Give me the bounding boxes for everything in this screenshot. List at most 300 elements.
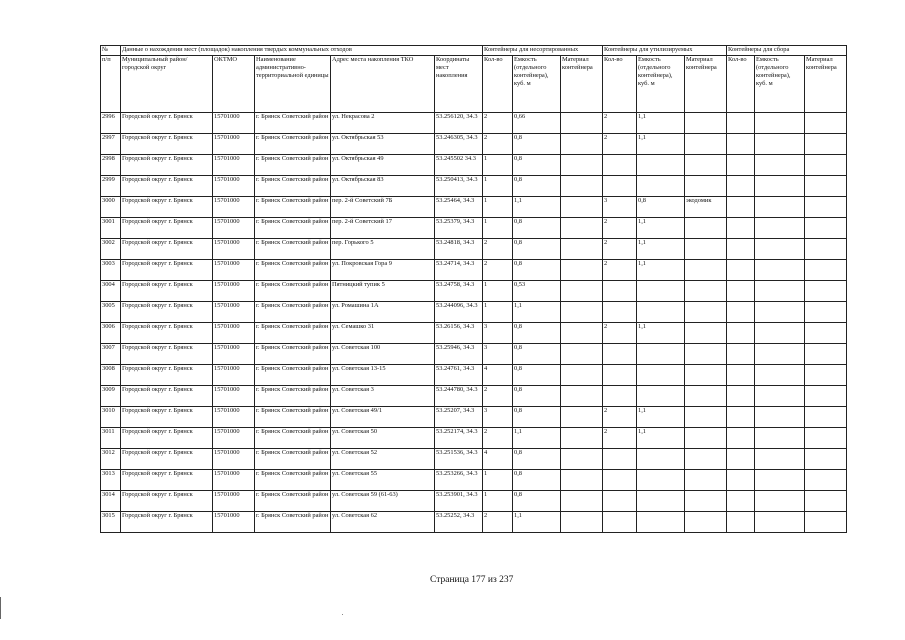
cell-a-material	[561, 218, 603, 239]
cell-b-count	[727, 428, 755, 449]
cell-r-material: экодомик	[685, 197, 727, 218]
cell-b-capacity	[755, 239, 805, 260]
cell-municipality: Городской округ г. Брянск	[121, 197, 213, 218]
cell-admin: г. Брянск Советский район	[255, 491, 331, 512]
cell-num: 3008	[101, 365, 121, 386]
cell-a-material	[561, 365, 603, 386]
table-row	[101, 176, 847, 197]
cell-municipality: Городской округ г. Брянск	[121, 407, 213, 428]
cell-b-count	[727, 281, 755, 302]
scan-dot	[342, 614, 343, 615]
cell-b-capacity	[755, 197, 805, 218]
cell-b-material	[805, 218, 847, 239]
cell-municipality: Городской округ г. Брянск	[121, 386, 213, 407]
cell-b-material	[805, 491, 847, 512]
cell-b-count	[727, 239, 755, 260]
cell-a-capacity: 0,8	[513, 449, 561, 470]
cell-oktmo: 15701000	[213, 134, 255, 155]
cell-municipality: Городской округ г. Брянск	[121, 218, 213, 239]
cell-a-count: 4	[483, 449, 513, 470]
cell-address: ул. Советская 55	[331, 470, 435, 491]
cell-a-material	[561, 302, 603, 323]
cell-a-material	[561, 470, 603, 491]
cell-r-material	[685, 386, 727, 407]
cell-municipality: Городской округ г. Брянск	[121, 428, 213, 449]
cell-a-count: 1	[483, 281, 513, 302]
header-bulky-containers: Контейнеры для сбора	[727, 46, 847, 56]
cell-b-count	[727, 365, 755, 386]
cell-address: ул. Октябрьская 49	[331, 155, 435, 176]
cell-b-capacity	[755, 365, 805, 386]
cell-admin: г. Брянск Советский район	[255, 344, 331, 365]
cell-a-material	[561, 197, 603, 218]
cell-r-material	[685, 113, 727, 134]
cell-coords: 53.25946, 34.3	[435, 344, 483, 365]
cell-b-capacity	[755, 491, 805, 512]
cell-a-material	[561, 176, 603, 197]
cell-r-material	[685, 449, 727, 470]
table-row	[101, 323, 847, 344]
cell-num: 3002	[101, 239, 121, 260]
cell-r-count	[603, 281, 637, 302]
cell-r-count	[603, 302, 637, 323]
cell-a-capacity: 0,8	[513, 386, 561, 407]
header-b-material: Материал контейнера	[805, 56, 847, 113]
cell-r-material	[685, 428, 727, 449]
cell-admin: г. Брянск Советский район	[255, 176, 331, 197]
cell-address: Пятницкий тупик 5	[331, 281, 435, 302]
cell-municipality: Городской округ г. Брянск	[121, 365, 213, 386]
cell-address: ул. Советская 59 (61-63)	[331, 491, 435, 512]
table-row	[101, 155, 847, 176]
cell-a-count: 1	[483, 218, 513, 239]
table-row	[101, 218, 847, 239]
cell-admin: г. Брянск Советский район	[255, 113, 331, 134]
page-number: Страница 177 из 237	[430, 575, 514, 585]
cell-num: 3000	[101, 197, 121, 218]
cell-b-material	[805, 302, 847, 323]
cell-oktmo: 15701000	[213, 113, 255, 134]
cell-r-count	[603, 155, 637, 176]
cell-coords: 53.251536, 34.3	[435, 449, 483, 470]
cell-address: ул. Советская 49/1	[331, 407, 435, 428]
cell-b-material	[805, 344, 847, 365]
cell-coords: 53.244780, 34.3	[435, 386, 483, 407]
cell-address: пер. 2-й Советский 17	[331, 218, 435, 239]
table-row	[101, 302, 847, 323]
cell-coords: 53.250413, 34.3	[435, 176, 483, 197]
header-a-material: Материал контейнера	[561, 56, 603, 113]
cell-coords: 53.24758, 34.3	[435, 281, 483, 302]
header-address: Адрес места накопления ТКО	[331, 56, 435, 113]
cell-r-capacity	[637, 386, 685, 407]
cell-r-capacity: 1,1	[637, 239, 685, 260]
cell-a-material	[561, 323, 603, 344]
cell-a-capacity: 0,8	[513, 155, 561, 176]
cell-a-material	[561, 428, 603, 449]
cell-admin: г. Брянск Советский район	[255, 323, 331, 344]
cell-admin: г. Брянск Советский район	[255, 365, 331, 386]
header-municipality: Муниципальный район/городской округ	[121, 56, 213, 113]
cell-address: ул. Советская 100	[331, 344, 435, 365]
cell-num: 3009	[101, 386, 121, 407]
cell-a-count: 2	[483, 260, 513, 281]
cell-b-count	[727, 407, 755, 428]
cell-oktmo: 15701000	[213, 428, 255, 449]
cell-num: 3005	[101, 302, 121, 323]
register-sheet	[100, 45, 847, 533]
cell-address: пер. Горького 5	[331, 239, 435, 260]
cell-admin: г. Брянск Советский район	[255, 197, 331, 218]
cell-r-count	[603, 449, 637, 470]
cell-num: 2999	[101, 176, 121, 197]
cell-a-count: 1	[483, 176, 513, 197]
header-site-data: Данные о нахождении мест (площадок) накопления твердых коммунальных отходов	[121, 46, 483, 56]
cell-oktmo: 15701000	[213, 281, 255, 302]
cell-municipality: Городской округ г. Брянск	[121, 302, 213, 323]
cell-a-count: 2	[483, 134, 513, 155]
cell-municipality: Городской округ г. Брянск	[121, 176, 213, 197]
cell-r-capacity	[637, 281, 685, 302]
cell-a-material	[561, 134, 603, 155]
cell-b-count	[727, 176, 755, 197]
cell-a-count: 2	[483, 512, 513, 533]
table-body	[101, 113, 847, 533]
cell-a-material	[561, 407, 603, 428]
cell-b-material	[805, 407, 847, 428]
cell-r-material	[685, 218, 727, 239]
cell-admin: г. Брянск Советский район	[255, 134, 331, 155]
cell-num: 3010	[101, 407, 121, 428]
cell-b-count	[727, 491, 755, 512]
cell-r-count	[603, 386, 637, 407]
cell-a-capacity: 0,8	[513, 260, 561, 281]
cell-address: ул. Семашко 31	[331, 323, 435, 344]
header-recycled-containers: Контейнеры для утилизируемых	[603, 46, 727, 56]
cell-r-capacity: 1,1	[637, 218, 685, 239]
cell-oktmo: 15701000	[213, 491, 255, 512]
cell-a-capacity: 0,8	[513, 134, 561, 155]
cell-b-material	[805, 155, 847, 176]
cell-municipality: Городской округ г. Брянск	[121, 281, 213, 302]
cell-coords: 53.25252, 34.3	[435, 512, 483, 533]
cell-b-material	[805, 386, 847, 407]
cell-admin: г. Брянск Советский район	[255, 449, 331, 470]
cell-municipality: Городской округ г. Брянск	[121, 470, 213, 491]
cell-r-material	[685, 470, 727, 491]
cell-r-capacity: 0,8	[637, 197, 685, 218]
cell-b-material	[805, 365, 847, 386]
cell-r-count	[603, 491, 637, 512]
cell-oktmo: 15701000	[213, 218, 255, 239]
cell-coords: 53.24714, 34.3	[435, 260, 483, 281]
cell-b-material	[805, 449, 847, 470]
cell-coords: 53.256120, 34.3	[435, 113, 483, 134]
cell-r-count	[603, 365, 637, 386]
cell-r-capacity	[637, 344, 685, 365]
cell-r-capacity	[637, 470, 685, 491]
waste-sites-table	[100, 45, 847, 533]
cell-num: 3001	[101, 218, 121, 239]
cell-b-material	[805, 260, 847, 281]
cell-a-count: 1	[483, 302, 513, 323]
cell-b-capacity	[755, 323, 805, 344]
cell-admin: г. Брянск Советский район	[255, 260, 331, 281]
table-row	[101, 113, 847, 134]
cell-a-capacity: 0,8	[513, 218, 561, 239]
cell-b-material	[805, 176, 847, 197]
cell-r-count: 2	[603, 239, 637, 260]
cell-coords: 53.24818, 34.3	[435, 239, 483, 260]
cell-municipality: Городской округ г. Брянск	[121, 113, 213, 134]
cell-municipality: Городской округ г. Брянск	[121, 512, 213, 533]
cell-b-count	[727, 302, 755, 323]
cell-a-capacity: 0,8	[513, 365, 561, 386]
cell-oktmo: 15701000	[213, 407, 255, 428]
cell-num: 3013	[101, 470, 121, 491]
header-num: №	[101, 46, 121, 56]
cell-a-count: 3	[483, 323, 513, 344]
cell-b-material	[805, 113, 847, 134]
cell-admin: г. Брянск Советский район	[255, 512, 331, 533]
cell-oktmo: 15701000	[213, 449, 255, 470]
cell-a-count: 1	[483, 155, 513, 176]
cell-r-material	[685, 176, 727, 197]
header-r-material: Материал контейнера	[685, 56, 727, 113]
cell-b-capacity	[755, 218, 805, 239]
cell-a-material	[561, 386, 603, 407]
header-r-capacity: Емкость (отдельного контейнера), куб. м	[637, 56, 685, 113]
cell-r-capacity: 1,1	[637, 323, 685, 344]
cell-municipality: Городской округ г. Брянск	[121, 155, 213, 176]
cell-num: 2997	[101, 134, 121, 155]
cell-coords: 53.25207, 34.3	[435, 407, 483, 428]
cell-num: 3004	[101, 281, 121, 302]
cell-admin: г. Брянск Советский район	[255, 239, 331, 260]
cell-municipality: Городской округ г. Брянск	[121, 449, 213, 470]
header-r-count: Кол-во	[603, 56, 637, 113]
header-num-sub: п/п	[101, 56, 121, 113]
cell-b-material	[805, 470, 847, 491]
cell-a-capacity: 0,8	[513, 344, 561, 365]
cell-b-material	[805, 239, 847, 260]
cell-oktmo: 15701000	[213, 302, 255, 323]
cell-a-capacity: 1,1	[513, 197, 561, 218]
cell-b-material	[805, 323, 847, 344]
cell-r-capacity	[637, 365, 685, 386]
cell-a-count: 3	[483, 407, 513, 428]
cell-num: 3012	[101, 449, 121, 470]
cell-a-capacity: 0,53	[513, 281, 561, 302]
cell-r-capacity	[637, 449, 685, 470]
table-row	[101, 386, 847, 407]
cell-admin: г. Брянск Советский район	[255, 428, 331, 449]
table-row	[101, 197, 847, 218]
cell-num: 3015	[101, 512, 121, 533]
cell-r-capacity: 1,1	[637, 134, 685, 155]
cell-municipality: Городской округ г. Брянск	[121, 260, 213, 281]
cell-oktmo: 15701000	[213, 176, 255, 197]
cell-b-capacity	[755, 512, 805, 533]
cell-b-capacity	[755, 176, 805, 197]
cell-r-material	[685, 407, 727, 428]
cell-b-count	[727, 134, 755, 155]
cell-r-material	[685, 155, 727, 176]
cell-address: ул. Советская 3	[331, 386, 435, 407]
cell-b-count	[727, 323, 755, 344]
cell-address: ул. Октябрьская 83	[331, 176, 435, 197]
table-row	[101, 407, 847, 428]
cell-a-count: 3	[483, 344, 513, 365]
cell-r-material	[685, 281, 727, 302]
cell-r-count: 2	[603, 260, 637, 281]
cell-address: ул. Октябрьская 53	[331, 134, 435, 155]
cell-municipality: Городской округ г. Брянск	[121, 491, 213, 512]
table-row	[101, 239, 847, 260]
cell-oktmo: 15701000	[213, 512, 255, 533]
cell-r-count: 2	[603, 113, 637, 134]
cell-municipality: Городской округ г. Брянск	[121, 134, 213, 155]
cell-r-capacity	[637, 176, 685, 197]
cell-b-capacity	[755, 386, 805, 407]
cell-r-count: 2	[603, 407, 637, 428]
cell-municipality: Городской округ г. Брянск	[121, 344, 213, 365]
cell-b-capacity	[755, 470, 805, 491]
cell-b-count	[727, 260, 755, 281]
header-coords: Координаты мест накопления	[435, 56, 483, 113]
cell-coords: 53.246305, 34.3	[435, 134, 483, 155]
cell-oktmo: 15701000	[213, 344, 255, 365]
cell-a-count: 1	[483, 470, 513, 491]
cell-a-material	[561, 344, 603, 365]
cell-r-material	[685, 365, 727, 386]
cell-b-capacity	[755, 407, 805, 428]
cell-r-count: 2	[603, 323, 637, 344]
cell-r-material	[685, 323, 727, 344]
cell-oktmo: 15701000	[213, 197, 255, 218]
scan-edge-mark	[0, 597, 1, 619]
cell-b-count	[727, 470, 755, 491]
cell-coords: 53.25379, 34.3	[435, 218, 483, 239]
table-row	[101, 491, 847, 512]
cell-b-capacity	[755, 302, 805, 323]
header-row-top	[101, 46, 847, 56]
cell-b-material	[805, 197, 847, 218]
cell-num: 2998	[101, 155, 121, 176]
cell-a-capacity: 0,8	[513, 176, 561, 197]
cell-r-capacity: 1,1	[637, 407, 685, 428]
cell-a-count: 1	[483, 197, 513, 218]
cell-a-count: 2	[483, 386, 513, 407]
cell-num: 3011	[101, 428, 121, 449]
cell-num: 3006	[101, 323, 121, 344]
cell-a-material	[561, 239, 603, 260]
cell-a-material	[561, 113, 603, 134]
cell-a-material	[561, 260, 603, 281]
cell-num: 3014	[101, 491, 121, 512]
cell-coords: 53.26156, 34.3	[435, 323, 483, 344]
cell-r-material	[685, 512, 727, 533]
cell-r-count	[603, 176, 637, 197]
cell-address: ул. Ромашина 1А	[331, 302, 435, 323]
cell-oktmo: 15701000	[213, 470, 255, 491]
table-row	[101, 512, 847, 533]
cell-coords: 53.245502 34.3	[435, 155, 483, 176]
cell-num: 3007	[101, 344, 121, 365]
cell-a-capacity: 0,8	[513, 323, 561, 344]
cell-b-capacity	[755, 134, 805, 155]
cell-b-material	[805, 134, 847, 155]
cell-r-capacity	[637, 302, 685, 323]
cell-address: ул. Некрасова 2	[331, 113, 435, 134]
cell-a-count: 2	[483, 428, 513, 449]
header-a-capacity: Емкость (отдельного контейнера), куб. м	[513, 56, 561, 113]
table-row	[101, 449, 847, 470]
cell-coords: 53.25464, 34.3	[435, 197, 483, 218]
header-b-count: Кол-во	[727, 56, 755, 113]
cell-oktmo: 15701000	[213, 155, 255, 176]
cell-oktmo: 15701000	[213, 323, 255, 344]
cell-r-capacity: 1,1	[637, 113, 685, 134]
cell-r-count: 2	[603, 218, 637, 239]
header-oktmo: ОКТМО	[213, 56, 255, 113]
table-row	[101, 365, 847, 386]
cell-b-material	[805, 281, 847, 302]
cell-b-capacity	[755, 344, 805, 365]
cell-municipality: Городской округ г. Брянск	[121, 323, 213, 344]
cell-r-material	[685, 491, 727, 512]
cell-r-material	[685, 302, 727, 323]
cell-a-material	[561, 155, 603, 176]
table-row	[101, 428, 847, 449]
cell-oktmo: 15701000	[213, 386, 255, 407]
cell-b-count	[727, 113, 755, 134]
header-row-sub	[101, 56, 847, 113]
cell-r-capacity	[637, 491, 685, 512]
cell-a-capacity: 0,8	[513, 407, 561, 428]
cell-b-capacity	[755, 449, 805, 470]
cell-admin: г. Брянск Советский район	[255, 407, 331, 428]
table-row	[101, 344, 847, 365]
cell-admin: г. Брянск Советский район	[255, 386, 331, 407]
cell-r-capacity: 1,1	[637, 428, 685, 449]
table-row	[101, 260, 847, 281]
cell-a-count: 2	[483, 113, 513, 134]
cell-a-capacity: 0,8	[513, 239, 561, 260]
cell-r-capacity: 1,1	[637, 260, 685, 281]
cell-admin: г. Брянск Советский район	[255, 218, 331, 239]
cell-b-count	[727, 155, 755, 176]
cell-r-material	[685, 260, 727, 281]
cell-b-count	[727, 218, 755, 239]
cell-address: ул. Покровская Гора 9	[331, 260, 435, 281]
cell-admin: г. Брянск Советский район	[255, 281, 331, 302]
cell-num: 3003	[101, 260, 121, 281]
cell-b-capacity	[755, 155, 805, 176]
cell-a-count: 4	[483, 365, 513, 386]
cell-b-material	[805, 512, 847, 533]
cell-a-capacity: 1,1	[513, 302, 561, 323]
cell-a-capacity: 1,1	[513, 512, 561, 533]
cell-a-material	[561, 281, 603, 302]
cell-b-count	[727, 197, 755, 218]
cell-admin: г. Брянск Советский район	[255, 155, 331, 176]
cell-address: ул. Советская 50	[331, 428, 435, 449]
header-b-capacity: Емкость (отдельного контейнера), куб. м	[755, 56, 805, 113]
cell-r-capacity	[637, 155, 685, 176]
header-admin-unit: Наименование административно-территориальной единицы	[255, 56, 331, 113]
cell-b-count	[727, 344, 755, 365]
